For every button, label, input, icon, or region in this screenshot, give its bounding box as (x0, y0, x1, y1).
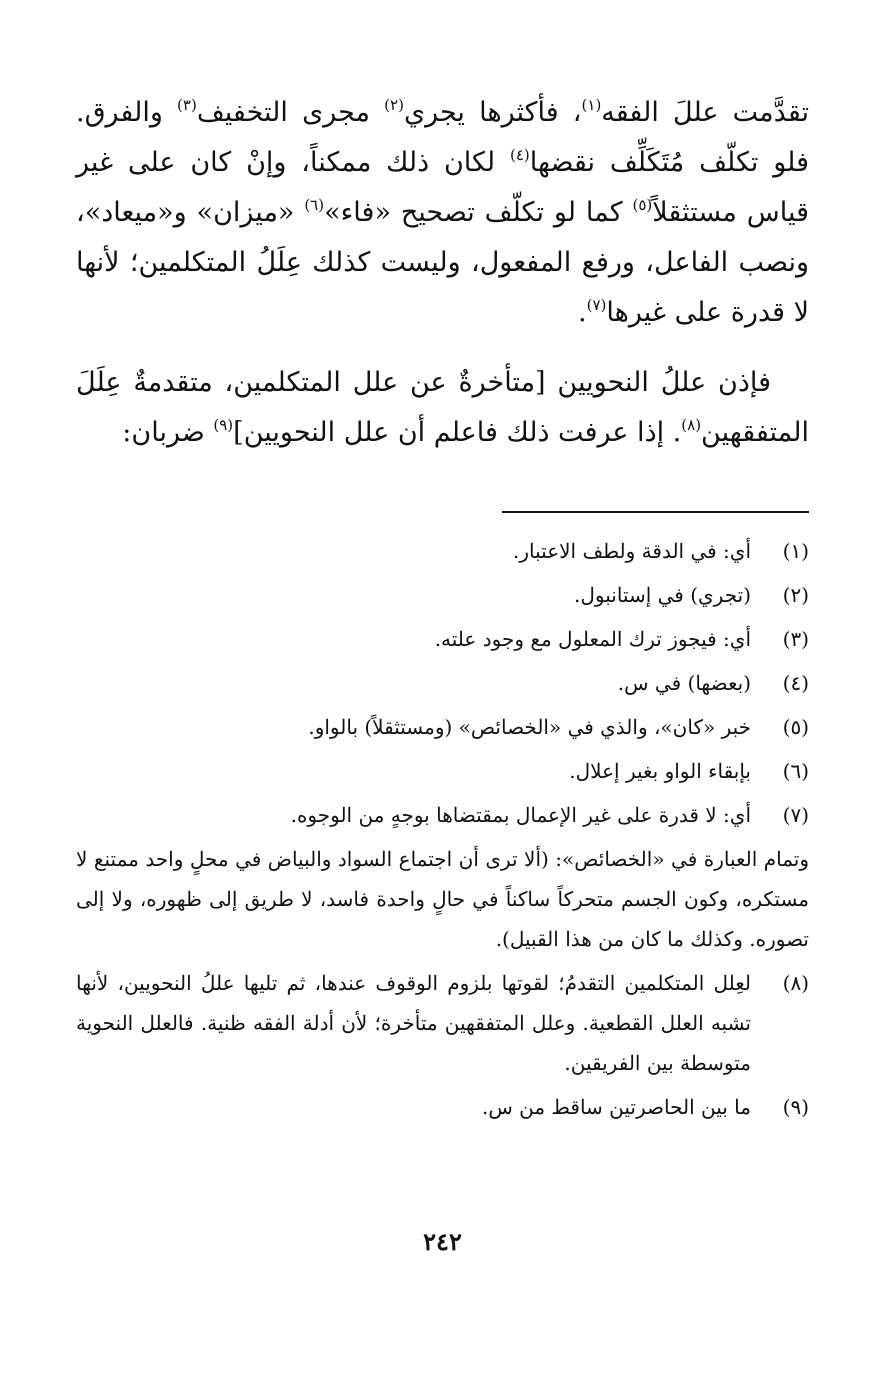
footnote-separator (502, 511, 809, 513)
footnote-ref-1[interactable]: (١) (581, 96, 602, 114)
text-run: فإذن عللُ النحويين [متأخرةٌ عن علل المتكلمين، متقدمةٌ عِلَلَ المتفقهين (76, 367, 809, 448)
footnote-6 (76, 751, 809, 791)
footnote-text: أي: في الدقة ولطف الاعتبار. (513, 539, 751, 563)
footnote-5 (76, 707, 809, 747)
footnote-text: (تجري) في إستانبول. (574, 583, 751, 607)
footnote-number: (٧) (782, 803, 809, 827)
footnote-text: أي: لا قدرة على غير الإعمال بمقتضاها بوجهٍ من الوجوه. (290, 803, 751, 827)
footnote-3 (76, 619, 809, 659)
footnote-ref-6[interactable]: (٦) (304, 196, 325, 214)
text-run: مجرى التخفيف (196, 97, 385, 128)
footnote-number: (٨) (782, 971, 809, 995)
footnote-text: لعِلل المتكلمين التقدمُ؛ لقوتها بلزوم الوقوف عندها، ثم تليها عللُ النحويين، لأنها تشبه العلل القطعية. وعلل المتفقهين متأخرة؛ لأن أدلة الفقه ظنية. فالعلل النحوية متوسطة بين الفريقين. (76, 971, 751, 1075)
footnote-text: ما بين الحاصرتين ساقط من س. (481, 1095, 751, 1119)
footnote-text: خبر «كان»، والذي في «الخصائص» (ومستثقلاً) بالواو. (308, 715, 751, 739)
footnote-8 (76, 963, 809, 1083)
footnote-number: (١) (782, 539, 809, 563)
paragraph-2 (76, 358, 809, 458)
footnote-text: (بعضها) في س. (617, 671, 751, 695)
footnotes (76, 531, 809, 1131)
footnote-number: (٤) (782, 671, 809, 695)
footnote-ref-5[interactable]: (٥) (632, 196, 653, 214)
text-run: تقدَّمت عللَ الفقه (601, 97, 809, 128)
footnote-7 (76, 795, 809, 835)
footnote-number: (٣) (782, 627, 809, 651)
footnote-ref-2[interactable]: (٢) (384, 96, 404, 114)
footnote-ref-9[interactable]: (٩) (213, 416, 234, 434)
text-run: «ميزان» و«ميعاد»، ونصب الفاعل، ورفع المفعول، وليست كذلك عِلَلُ المتكلمين؛ لأنها لا قدرة على غيرها (76, 197, 809, 328)
footnote-number: (٩) (782, 1095, 809, 1119)
text-run: . (578, 297, 587, 328)
text-run: والفرق. فلو تكلّف مُتَكَلِّف نقضها (76, 97, 809, 178)
text-run: كما لو تكلّف تصحيح «فاء» (324, 197, 633, 228)
footnote-ref-4[interactable]: (٤) (509, 146, 530, 164)
footnote-7-continuation: وتمام العبارة في «الخصائص»: (ألا ترى أن اجتماع السواد والبياض في محلٍ واحد ممتنع لا مستكره، وكون الجسم متحركاً ساكناً في حالٍ واحدة فاسد، لا طريق إلى ظهوره، ولا إلى تصوره. وكذلك ما كان من هذا القبيل). (76, 847, 809, 951)
footnote-ref-3[interactable]: (٣) (177, 96, 197, 114)
paragraph-1 (76, 88, 809, 338)
text-run: ضربان: (122, 417, 214, 448)
text-run: لكان ذلك ممكناً، وإنْ كان على غير قياس مستثقلاً (76, 147, 809, 228)
footnote-text: بإبقاء الواو بغير إعلال. (569, 759, 751, 783)
footnote-1 (76, 531, 809, 571)
main-text (76, 88, 809, 458)
footnote-ref-8[interactable]: (٨) (681, 416, 702, 434)
footnote-ref-7[interactable]: (٧) (586, 296, 607, 314)
footnote-number: (٦) (782, 759, 809, 783)
book-page (76, 88, 809, 1288)
footnote-2 (76, 575, 809, 615)
text-run: . إذا عرفت ذلك فاعلم أن علل النحويين] (233, 417, 682, 448)
page-number: ٢٤٢ (423, 1227, 462, 1256)
footnote-4 (76, 663, 809, 703)
footnote-number: (٥) (782, 715, 809, 739)
footnote-9 (76, 1087, 809, 1127)
footnote-number: (٢) (782, 583, 809, 607)
text-run: ، فأكثرها يجري (403, 97, 582, 128)
footnote-text: أي: فيجوز ترك المعلول مع وجود علته. (434, 627, 751, 651)
